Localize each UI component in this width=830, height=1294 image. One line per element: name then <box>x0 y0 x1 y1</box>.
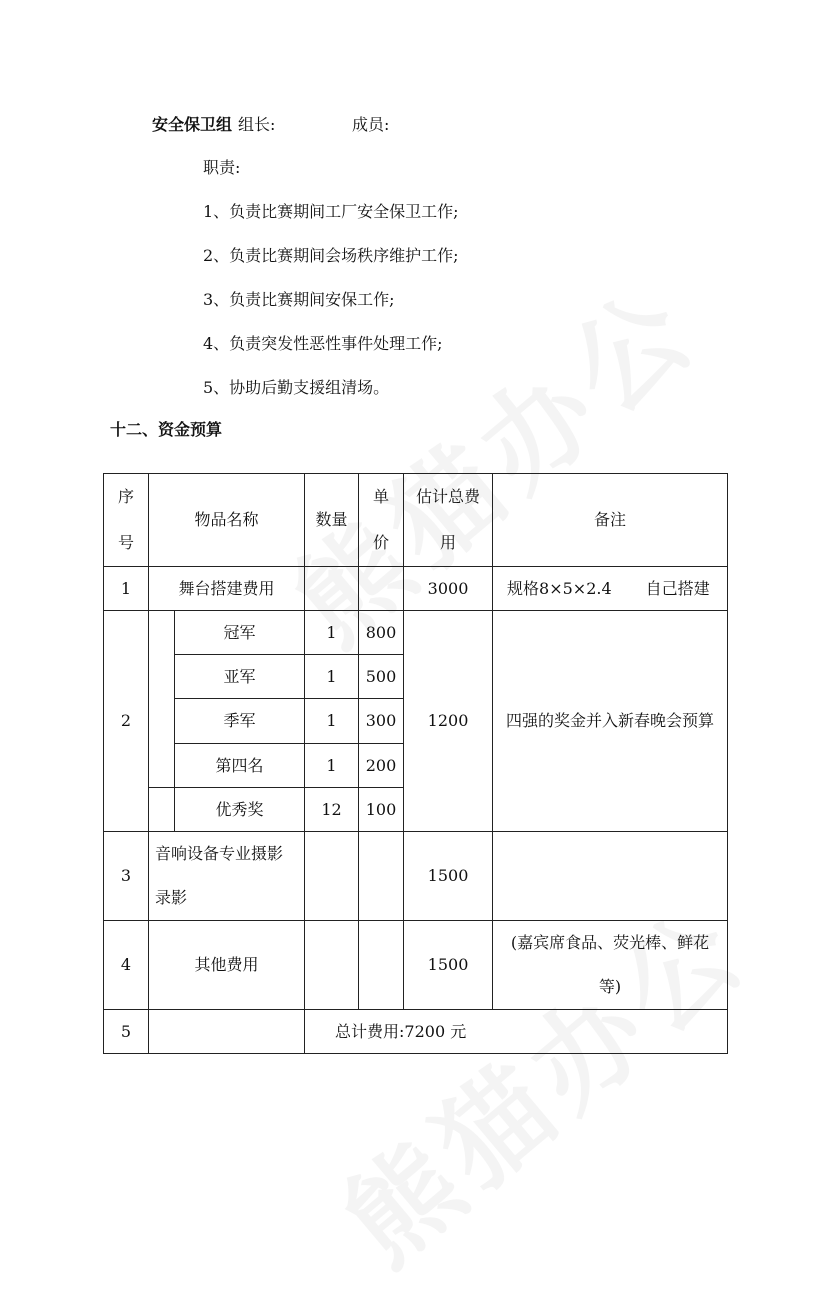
header-seq: 序 号 <box>104 474 149 567</box>
table-row <box>104 611 728 655</box>
remark-note: 自己搭建 <box>645 578 710 598</box>
prize-name: 优秀奖 <box>175 788 305 832</box>
duty-item: 1、负责比赛期间工厂安全保卫工作; <box>203 202 459 221</box>
header-quantity: 数量 <box>305 474 359 567</box>
prize-price: 100 <box>359 788 404 832</box>
row-cost: 1200 <box>404 611 493 832</box>
row-seq: 2 <box>104 611 149 832</box>
row-spacer <box>149 1010 305 1054</box>
row-remark <box>493 567 728 611</box>
budget-table <box>103 473 728 1054</box>
row-unit-price <box>359 921 404 1010</box>
prize-price: 300 <box>359 699 404 744</box>
table-row <box>104 832 728 921</box>
row-spacer <box>149 788 175 832</box>
row-remark: (嘉宾席食品、荧光棒、鲜花 等) <box>493 921 728 1010</box>
duty-item: 2、负责比赛期间会场秩序维护工作; <box>203 246 459 265</box>
duty-item: 5、协助后勤支援组清场。 <box>203 378 390 397</box>
row-unit-price <box>359 832 404 921</box>
prize-price: 500 <box>359 655 404 699</box>
row-quantity <box>305 921 359 1010</box>
header-unit-price: 单 价 <box>359 474 404 567</box>
duty-item: 3、负责比赛期间安保工作; <box>203 290 395 309</box>
security-group-title: 安全保卫组 <box>152 115 233 134</box>
header-item-name: 物品名称 <box>149 474 305 567</box>
header-est-cost: 估计总费 用 <box>404 474 493 567</box>
header-remark: 备注 <box>493 474 728 567</box>
table-row <box>104 567 728 611</box>
prize-qty: 1 <box>305 655 359 699</box>
prize-qty: 1 <box>305 699 359 744</box>
table-row <box>104 1010 728 1054</box>
row-total: 总计费用:7200 元 <box>305 1010 728 1054</box>
leader-label: 组长: <box>238 115 276 134</box>
prize-name: 季军 <box>175 699 305 744</box>
prize-qty: 1 <box>305 744 359 788</box>
row-seq: 5 <box>104 1010 149 1054</box>
prize-name: 冠军 <box>175 611 305 655</box>
row-item-name: 舞台搭建费用 <box>149 567 305 611</box>
prize-price: 800 <box>359 611 404 655</box>
row-seq: 4 <box>104 921 149 1010</box>
row-spacer <box>149 611 175 788</box>
prize-name: 亚军 <box>175 655 305 699</box>
remark-spec: 规格8×5×2.4 <box>507 578 612 598</box>
row-seq: 3 <box>104 832 149 921</box>
duty-item: 4、负责突发性恶性事件处理工作; <box>203 334 443 353</box>
row-cost: 1500 <box>404 832 493 921</box>
prize-name: 第四名 <box>175 744 305 788</box>
row-remark <box>493 832 728 921</box>
duties-heading: 职责: <box>203 158 241 177</box>
security-group-line <box>152 112 275 135</box>
row-quantity <box>305 567 359 611</box>
row-cost: 1500 <box>404 921 493 1010</box>
prize-price: 200 <box>359 744 404 788</box>
prize-qty: 1 <box>305 611 359 655</box>
row-unit-price <box>359 567 404 611</box>
row-item-name: 音响设备专业摄影 录影 <box>149 832 305 921</box>
row-item-name: 其他费用 <box>149 921 305 1010</box>
table-row <box>104 921 728 1010</box>
row-quantity <box>305 832 359 921</box>
members-label: 成员: <box>352 115 390 134</box>
table-header-row <box>104 474 728 567</box>
row-seq: 1 <box>104 567 149 611</box>
section-title: 十二、资金预算 <box>110 420 223 439</box>
row-remark: 四强的奖金并入新春晚会预算 <box>493 611 728 832</box>
prize-qty: 12 <box>305 788 359 832</box>
row-cost: 3000 <box>404 567 493 611</box>
